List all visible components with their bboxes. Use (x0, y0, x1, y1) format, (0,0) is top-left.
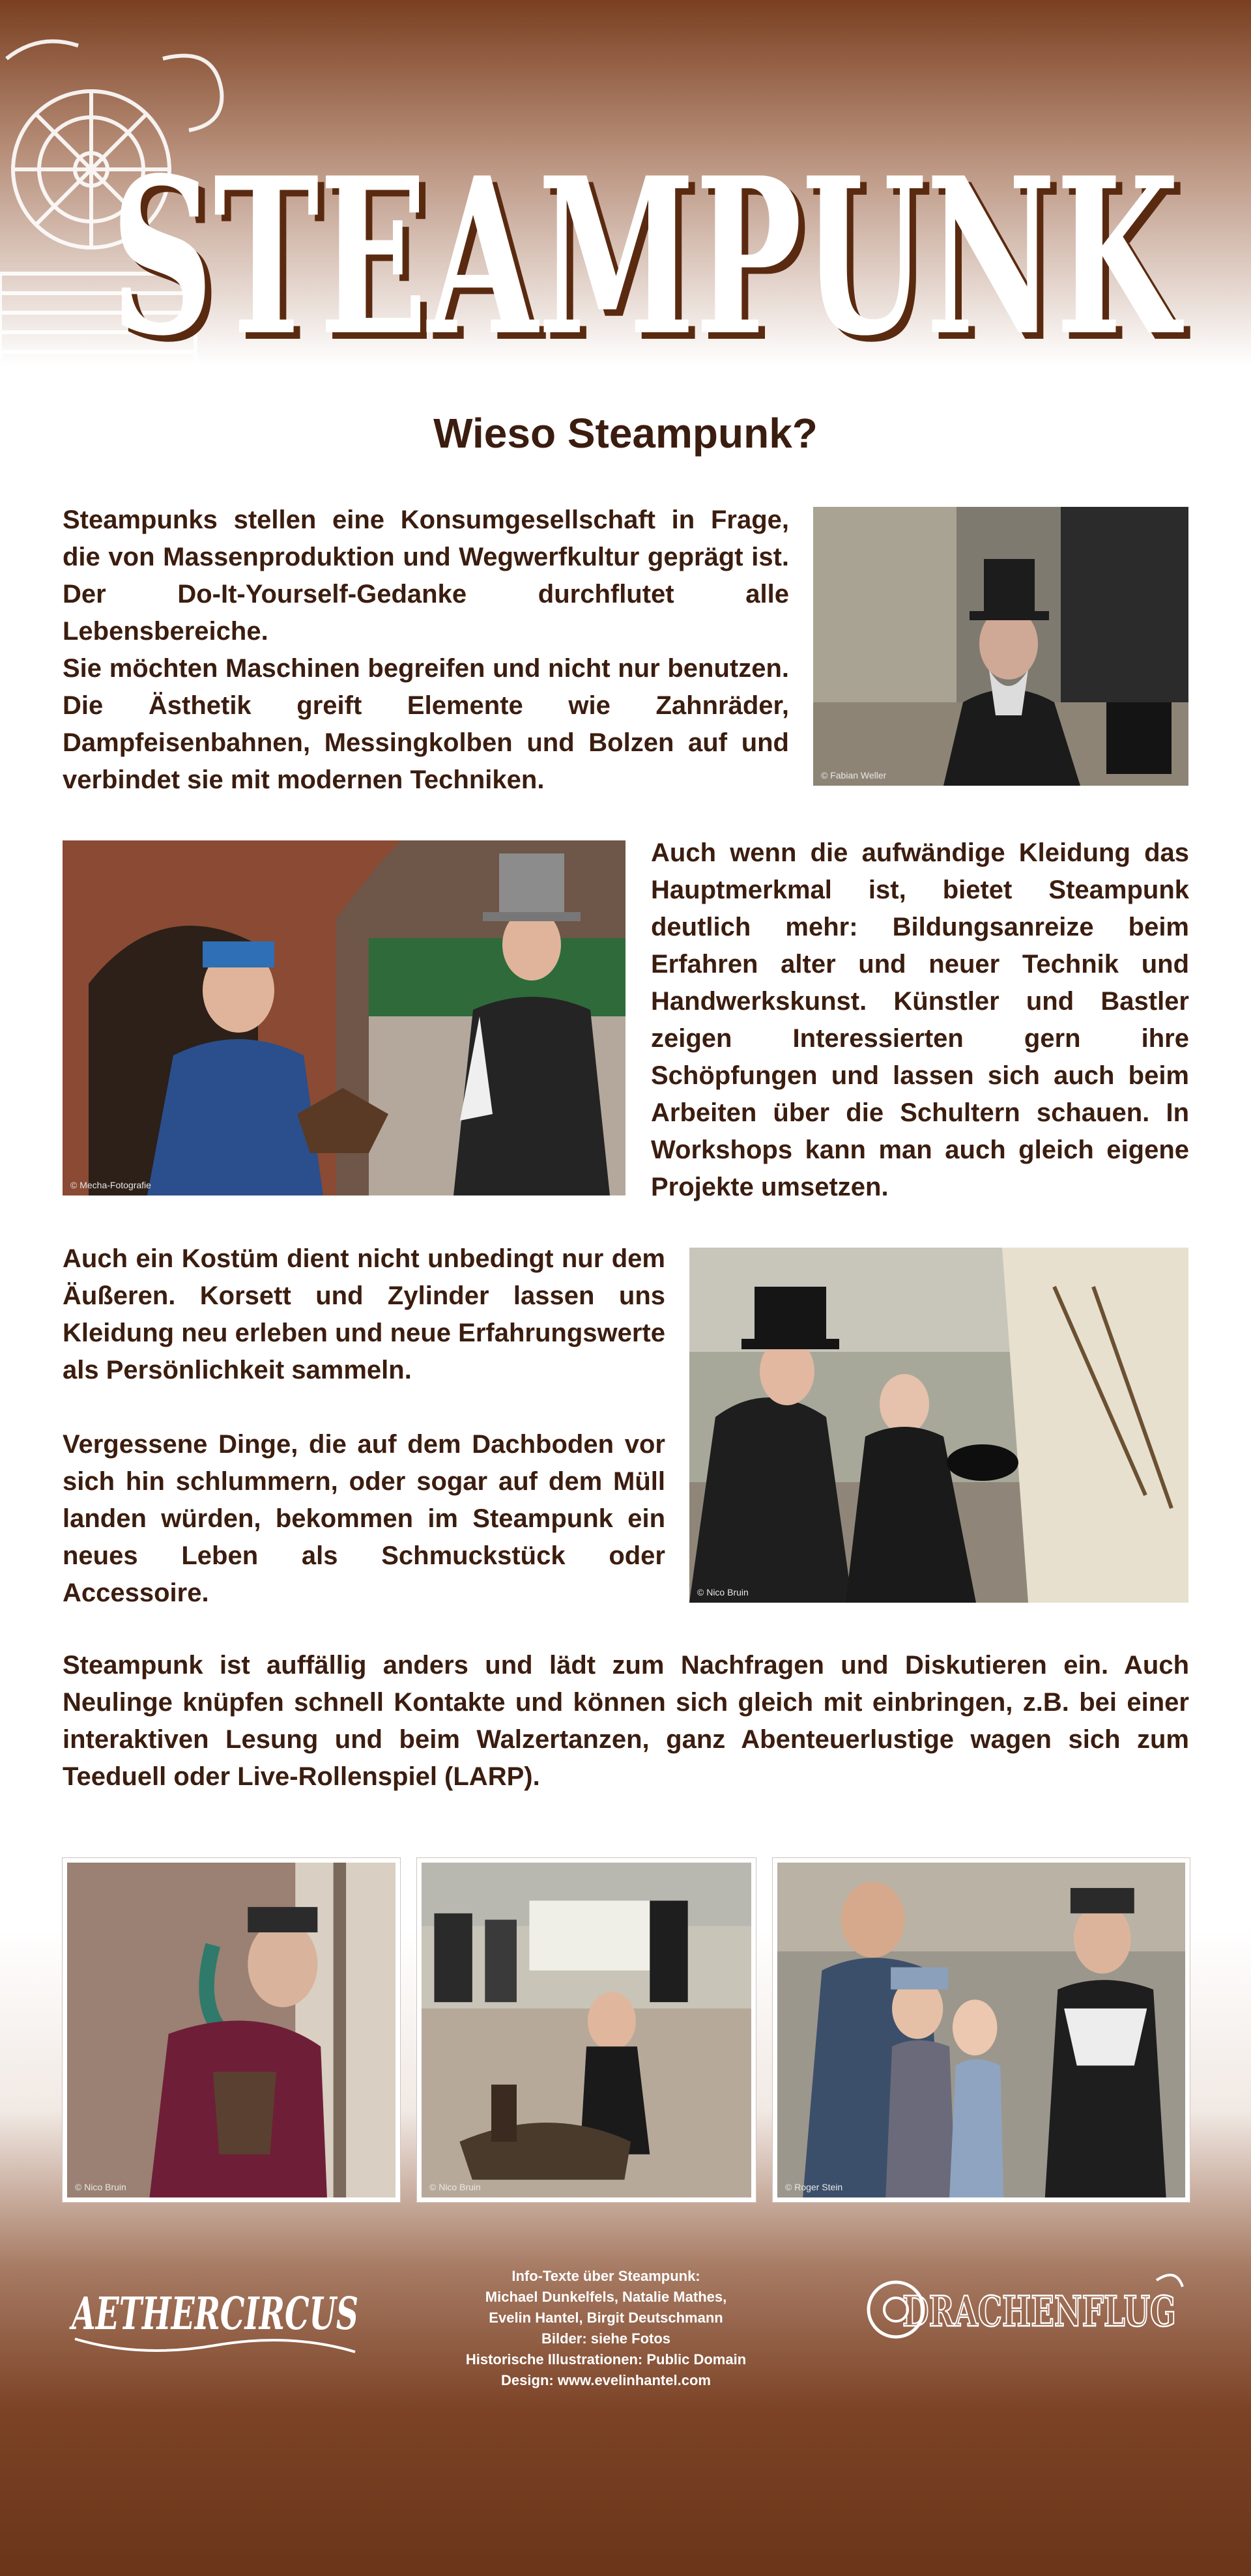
paragraph-3 (63, 1240, 665, 1612)
photo-market-couple (689, 1248, 1188, 1603)
photo-speaker-top-hat (813, 507, 1188, 786)
photo-family-crowd (773, 1858, 1190, 2202)
steampunk-title-lettering (91, 85, 1199, 390)
credits-line-5: Historische Illustrationen: Public Domain (465, 2351, 747, 2368)
paragraph-2-text: Auch wenn die aufwändige Kleidung das Hauptmerkmal ist, bietet Steampunk deutlich mehr: Bildungsanreize beim Erfahren alter und neuer Technik und Handwerkskunst. Künstler und Bastler zeigen Interessierten gern ihre Schöpfungen und lassen sich auch beim Arbeiten über die Schultern schauen. In Workshops kann man auch gleich eigene Projekte umsetzen. (651, 838, 1189, 1201)
photo-credit: © Nico Bruin (75, 2182, 126, 2192)
paragraph-3-part-1: Auch ein Kostüm dient nicht unbedingt nur dem Äußeren. Korsett und Zylinder lassen uns Kleidung neu erleben und neue Erfahrungswerte als Persönlichkeit sammeln. (63, 1244, 665, 1384)
title-shadow: STEAMPUNK (117, 137, 1192, 390)
credits-line-6: Design: www.evelinhantel.com (501, 2372, 711, 2388)
photo-woman-window (63, 1858, 400, 2202)
paragraph-4 (63, 1647, 1189, 1796)
paragraph-1-part-1: Steampunks stellen eine Konsumgesellschaft in Frage, die von Massenproduktion und Wegwerfkultur geprägt ist. Der Do-It-Yourself-Gedanke durchflutet alle Lebensbereiche. (63, 506, 789, 646)
photo-puppet-performers (63, 840, 626, 1195)
paragraph-3-part-2: Vergessene Dinge, die auf dem Dachboden vor sich hin schlummern, oder sogar auf dem Müll landen würden, bekommen im Steampunk ein neues Leben als Schmuckstück oder Accessoire. (63, 1430, 665, 1607)
paragraph-4-text: Steampunk ist auffällig anders und lädt zum Nachfragen und Diskutieren ein. Auch Neulinge knüpfen schnell Kontakte und können sich gleich mit einbringen, z.B. bei einer interaktiven Lesung und beim Walzertanzen, ganz Abenteuerlustige wagen sich zum Teeduell oder Live-Rollenspiel (LARP). (63, 1651, 1189, 1791)
drachenflug-logo-text: DRACHENFLUG (902, 2287, 1176, 2336)
photo-boy-vehicle (417, 1858, 756, 2202)
credits-line-1: Info-Texte über Steampunk: (511, 2268, 700, 2284)
aethercircus-logo (62, 2261, 368, 2365)
footer-credits (417, 2266, 795, 2391)
photo-credit: © Nico Bruin (429, 2182, 481, 2192)
credits-line-3: Evelin Hantel, Birgit Deutschmann (489, 2310, 723, 2326)
drachenflug-logo (850, 2261, 1189, 2352)
paragraph-1 (63, 502, 789, 799)
aethercircus-logo-text: AETHERCIRCUS (68, 2288, 359, 2340)
paragraph-2 (651, 835, 1189, 1206)
photo-credit: © Mecha-Fotografie (70, 1180, 151, 1190)
section-heading: Wieso Steampunk? (433, 410, 818, 457)
credits-line-4: Bilder: siehe Fotos (541, 2330, 671, 2347)
photo-credit: © Fabian Weller (821, 770, 887, 780)
paragraph-1-part-2: Sie möchten Maschinen begreifen und nicht nur benutzen. Die Ästhetik greift Elemente wie Zahnräder, Dampfeisenbahnen, Messingkolben und Bolzen auf und verbindet sie mit modernen Techniken. (63, 654, 789, 794)
title-text: STEAMPUNK (111, 130, 1185, 383)
photo-credit: © Roger Stein (785, 2182, 843, 2192)
photo-credit: © Nico Bruin (697, 1587, 749, 1597)
credits-line-2: Michael Dunkelfels, Natalie Mathes, (485, 2289, 727, 2305)
